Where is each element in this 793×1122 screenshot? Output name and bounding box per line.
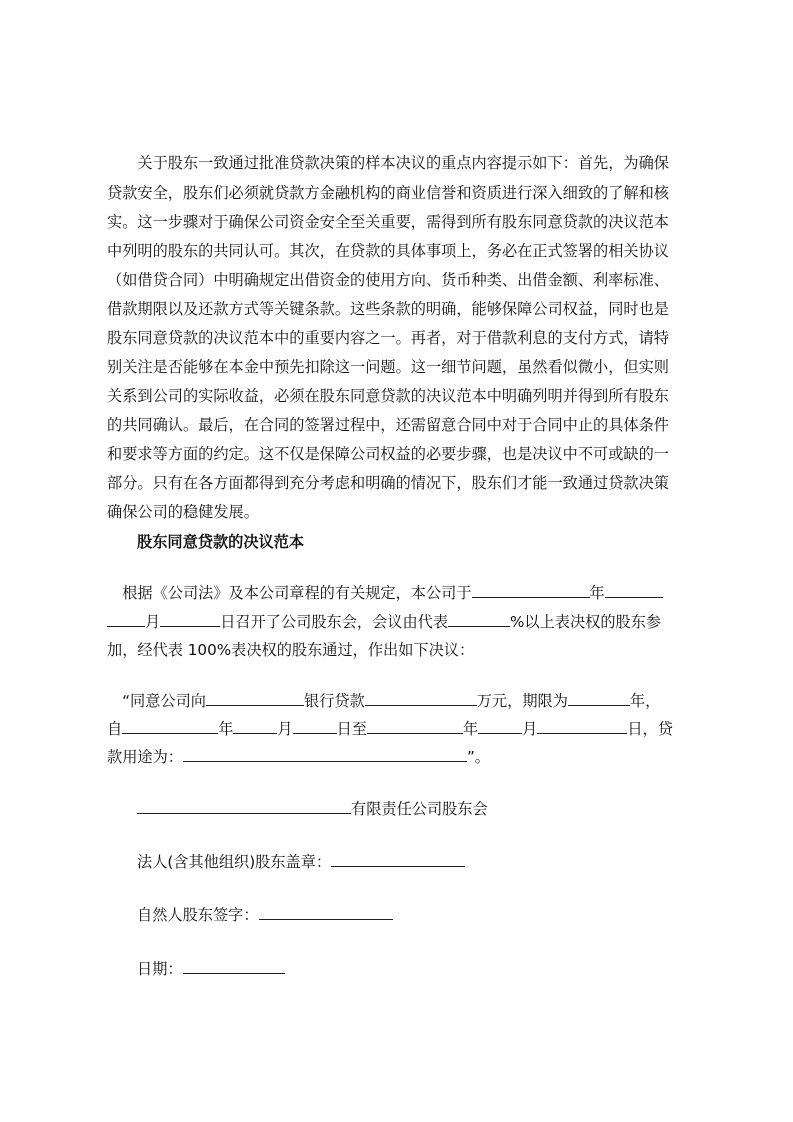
natural-person-label: 自然人股东签字： xyxy=(137,906,259,924)
resolution-text: “同意公司向 xyxy=(107,692,206,710)
resolution-text: 月 xyxy=(277,720,293,738)
resolution-text: 日至 xyxy=(336,720,367,738)
blank-end-month[interactable] xyxy=(478,718,522,734)
legal-person-seal-line xyxy=(137,851,465,872)
intro-line: 和要求等方面的约定。这不仅是保障公司权益的必要步骤，也是决议中不可或缺的一 xyxy=(107,445,669,463)
quote-line-2 xyxy=(107,718,707,739)
company-suffix: 有限责任公司股东会 xyxy=(351,800,488,818)
resolution-text: 年 xyxy=(462,720,479,738)
blank-meeting-month[interactable] xyxy=(107,611,145,627)
resolution-line-1 xyxy=(107,582,707,603)
blank-date[interactable] xyxy=(183,958,285,974)
resolution-text: 日召开了公司股东会，会议由代表 xyxy=(220,613,448,631)
intro-line: 别关注是否能够在本金中预先扣除这一问题。这一细节问题，虽然看似微小，但实则 xyxy=(107,358,669,376)
intro-line: 股东同意贷款的决议范本中的重要内容之一。再者，对于借款利息的支付方式，请特 xyxy=(107,329,669,347)
intro-line: 关于股东一致通过批准贷款决策的样本决议的重点内容提示如下：首先，为确保 xyxy=(107,154,669,172)
natural-person-sign-line xyxy=(137,904,393,925)
quote-line-3 xyxy=(107,746,707,767)
intro-line: 贷款安全，股东们必须就贷款方金融机构的商业信誉和资质进行深入细致的了解和核 xyxy=(107,184,669,202)
intro-line: 确保公司的稳健发展。 xyxy=(107,503,259,521)
legal-person-label: 法人(含其他组织)股东盖章： xyxy=(137,853,332,871)
intro-line: 借款期限以及还款方式等关键条款。这些条款的明确，能够保障公司权益，同时也是 xyxy=(107,300,669,318)
intro-line: 部分。只有在各方面都得到充分考虑和明确的情况下，股东们才能一致通过贷款决策 xyxy=(107,474,669,492)
intro-line: 的共同确认。最后，在合同的签署过程中，还需留意合同中对于合同中止的具体条件 xyxy=(107,416,669,434)
resolution-text: ”。 xyxy=(466,748,490,766)
resolution-text: 月 xyxy=(522,720,538,738)
blank-voting-percent[interactable] xyxy=(448,611,510,627)
date-label: 日期： xyxy=(137,960,183,978)
quote-line-1 xyxy=(107,690,707,711)
blank-start-day[interactable] xyxy=(293,718,337,734)
resolution-text: 年 xyxy=(589,584,605,602)
blank-loan-amount[interactable] xyxy=(365,690,477,706)
resolution-text: 自 xyxy=(107,720,123,738)
blank-legal-person-seal[interactable] xyxy=(331,851,465,867)
resolution-text: 年 xyxy=(218,720,234,738)
resolution-text: 日，贷 xyxy=(627,720,673,738)
template-title: 股东同意贷款的决议范本 xyxy=(137,533,305,551)
blank-natural-person-signature[interactable] xyxy=(259,904,393,920)
resolution-text: 根据《公司法》及本公司章程的有关规定，本公司于 xyxy=(107,584,472,602)
blank-end-day[interactable] xyxy=(537,718,627,734)
resolution-line-3: 加，经代表 100%表决权的股东通过，作出如下决议： xyxy=(107,641,475,659)
resolution-text: 年， xyxy=(629,692,661,710)
date-line xyxy=(137,958,285,979)
resolution-text: 月 xyxy=(145,613,161,631)
blank-loan-term[interactable] xyxy=(568,690,630,706)
blank-meeting-day[interactable] xyxy=(160,611,220,627)
blank-company-name[interactable] xyxy=(137,798,351,814)
blank-start-year[interactable] xyxy=(122,718,218,734)
intro-line: 中列明的股东的共同认可。其次，在贷款的具体事项上，务必在正式签署的相关协议 xyxy=(107,242,669,260)
blank-loan-purpose[interactable] xyxy=(183,746,467,762)
blank-meeting-month-start[interactable] xyxy=(605,582,663,598)
company-signature-line xyxy=(137,798,488,819)
resolution-text: %以上表决权的股东参 xyxy=(510,613,662,631)
resolution-text: 万元，期限为 xyxy=(476,692,568,710)
intro-line: 实。这一步骤对于确保公司资金安全至关重要，需得到所有股东同意贷款的决议范本 xyxy=(107,213,669,231)
blank-start-month[interactable] xyxy=(233,718,277,734)
blank-end-year[interactable] xyxy=(367,718,463,734)
resolution-text: 款用途为： xyxy=(107,748,183,766)
intro-line: （如借贷合同）中明确规定出借资金的使用方向、货币种类、出借金额、利率标准、 xyxy=(107,271,669,289)
blank-meeting-year[interactable] xyxy=(472,582,590,598)
intro-line: 关系到公司的实际收益，必须在股东同意贷款的决议范本中明确列明并得到所有股东 xyxy=(107,387,669,405)
blank-bank-name[interactable] xyxy=(206,690,304,706)
resolution-line-2 xyxy=(107,611,707,632)
resolution-text: 银行贷款 xyxy=(304,692,365,710)
